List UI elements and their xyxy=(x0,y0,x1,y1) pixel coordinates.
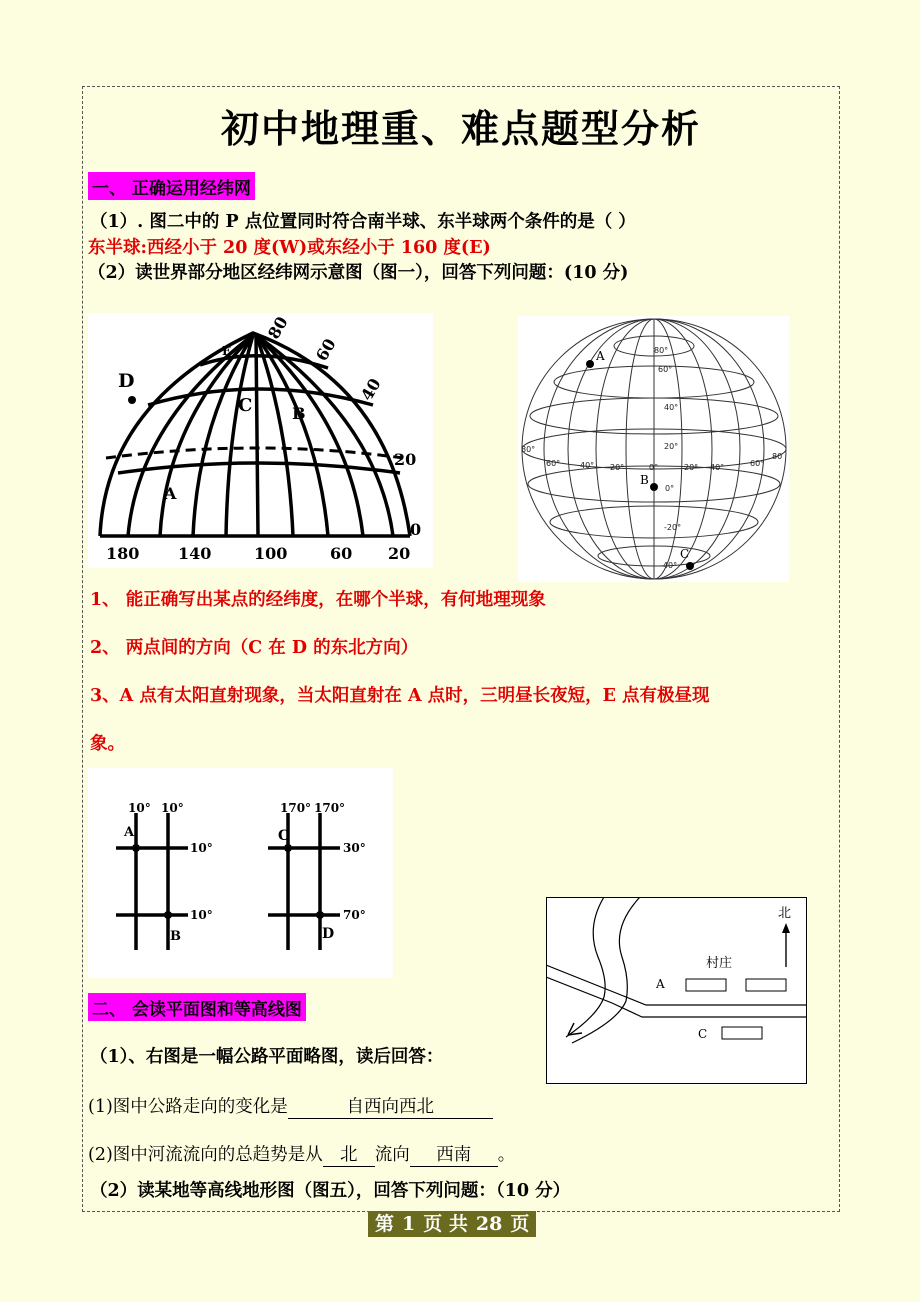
point-d-marker xyxy=(128,396,136,404)
line2-answer-a: 北 xyxy=(323,1141,375,1167)
lat-label-60: 60 xyxy=(312,335,340,365)
point-a-label: A xyxy=(164,484,177,503)
section2-q2: （2）读某地等高线地形图（图五），回答下列问题：（10 分） xyxy=(90,1181,571,1201)
lat-label-20: 20 xyxy=(394,450,417,469)
globe-lon-e40: 40° xyxy=(710,463,725,472)
section1-q1-answer: 东半球:西经小于 20 度(W)或东经小于 160 度(E) xyxy=(88,238,491,258)
grid2-point-c: C xyxy=(278,828,290,844)
globe-lon-w20: 20° xyxy=(610,463,625,472)
lon-label-140: 140 xyxy=(178,544,212,563)
page-title: 初中地理重、难点题型分析 xyxy=(220,106,701,151)
lon-label-100: 100 xyxy=(254,544,288,563)
section1-q1: （1）. 图二中的 P 点位置同时符合南半球、东半球两个条件的是（ ） xyxy=(90,212,636,232)
section1-point-1: 1、 能正确写出某点的经纬度，在哪个半球，有何地理现象 xyxy=(90,590,546,610)
grid2-right-bottom: 70° xyxy=(343,908,366,922)
section2-heading: 二、 会读平面图和等高线图 xyxy=(88,993,306,1021)
grid1-point-b: B xyxy=(170,929,181,944)
section2-line2 xyxy=(88,1141,515,1167)
point-e-label: E xyxy=(222,344,232,358)
section1-point-3: 3、A 点有太阳直射现象，当太阳直射在 A 点时，三明昼长夜短，E 点有极昼现 xyxy=(90,686,710,706)
globe-point-a: A xyxy=(596,349,605,363)
grid1-right-bottom: 10° xyxy=(190,908,213,922)
house-a-1 xyxy=(686,979,726,991)
footer-suffix: 页 xyxy=(510,1213,530,1235)
house-c xyxy=(722,1027,762,1039)
line2-end: 。 xyxy=(497,1145,516,1165)
globe-lat-s20: -20° xyxy=(664,523,682,532)
line2-answer-b: 西南 xyxy=(410,1141,498,1167)
line1-prefix: (1)图中公路走向的变化是 xyxy=(88,1097,288,1117)
graticule-figure-1 xyxy=(88,313,433,568)
footer-prefix: 第 xyxy=(375,1213,395,1235)
globe-lon-w40: 40° xyxy=(580,461,595,470)
grid2-top-right: 170° xyxy=(314,801,346,815)
globe-lon-w80: 80° xyxy=(521,445,536,454)
point-c-label: C xyxy=(238,395,253,416)
map-label-c: C xyxy=(698,1027,708,1041)
lon-label-180: 180 xyxy=(106,544,140,563)
section2-line1 xyxy=(88,1093,493,1119)
house-a-2 xyxy=(746,979,786,991)
road-map-figure xyxy=(546,897,808,1085)
point-b-label: B xyxy=(292,404,306,423)
lat-label-40: 40 xyxy=(357,375,385,404)
section1-heading: 一、 正确运用经纬网 xyxy=(88,172,255,200)
grid1-top-left: 10° xyxy=(128,801,151,815)
section1-point-2: 2、 两点间的方向（C 在 D 的东北方向） xyxy=(90,638,419,658)
line1-answer: 自西向西北 xyxy=(288,1093,493,1119)
globe-lon-e20: 20° xyxy=(684,463,699,472)
grid-figure-3 xyxy=(88,768,393,978)
grid2-right-top: 30° xyxy=(343,841,366,855)
globe-figure-2 xyxy=(518,316,789,582)
lon-label-60: 60 xyxy=(330,544,353,563)
globe-lat-0: 0° xyxy=(665,484,675,493)
page-footer xyxy=(368,1211,536,1237)
globe-lat-80: 80° xyxy=(654,346,669,355)
grid1-point-a: A xyxy=(124,825,135,840)
footer-page-number: 1 xyxy=(402,1213,416,1235)
line2-mid: 流向 xyxy=(374,1145,410,1165)
lat-label-80: 80 xyxy=(264,313,292,343)
footer-mid: 页 共 xyxy=(423,1213,468,1235)
lat-label-0: 0 xyxy=(410,520,422,539)
globe-lat-20: 20° xyxy=(664,442,679,451)
point-d-label: D xyxy=(118,370,135,392)
village-label: 村庄 xyxy=(706,956,733,971)
grid1-top-right: 10° xyxy=(161,801,184,815)
globe-lat-40: 40° xyxy=(664,403,679,412)
globe-lat-s40: -40° xyxy=(660,561,678,570)
globe-lon-w60: 60° xyxy=(546,459,561,468)
line2-prefix: (2)图中河流流向的总趋势是从 xyxy=(88,1145,323,1165)
grid2-point-d: D xyxy=(322,926,335,942)
map-label-a: A xyxy=(656,977,665,991)
section1-q2: （2）读世界部分地区经纬网示意图（图一），回答下列问题：(10 分) xyxy=(88,263,629,283)
grid2-top-left: 170° xyxy=(280,801,312,815)
grid1-right-top: 10° xyxy=(190,841,213,855)
globe-lon-0: 0° xyxy=(649,463,659,472)
globe-lat-60: 60° xyxy=(658,365,673,374)
footer-total-pages: 28 xyxy=(475,1213,503,1235)
north-label: 北 xyxy=(778,906,792,921)
lon-label-20: 20 xyxy=(388,544,411,563)
globe-lon-e80: 80 xyxy=(772,452,783,461)
section2-q1: （1）、右图是一幅公路平面略图，读后回答： xyxy=(90,1047,444,1067)
globe-point-b: B xyxy=(640,473,649,487)
globe-point-c: C xyxy=(680,547,690,561)
section1-point-3-cont: 象。 xyxy=(90,734,125,754)
globe-lon-e60: 60° xyxy=(750,459,765,468)
